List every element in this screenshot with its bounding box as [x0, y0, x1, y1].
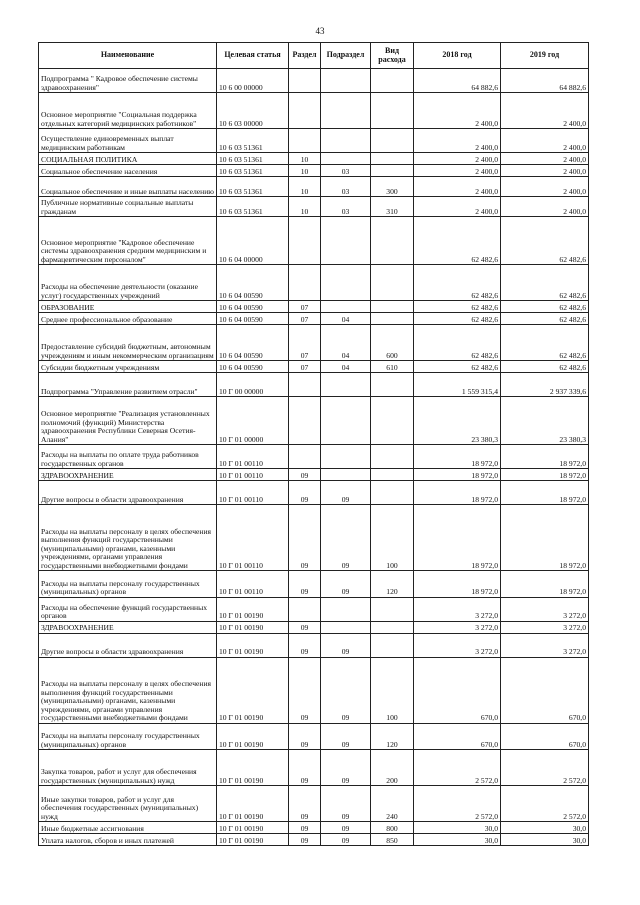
row-2019-cell: 3 272,0 — [501, 621, 589, 633]
table-row — [39, 93, 589, 129]
row-name-cell: ЗДРАВООХРАНЕНИЕ — [39, 469, 217, 481]
header-subsection: Подраздел — [321, 43, 371, 69]
row-section-cell: 07 — [289, 325, 321, 361]
row-subsection-cell — [321, 597, 371, 621]
row-2019-cell: 2 400,0 — [501, 165, 589, 177]
table-row — [39, 177, 589, 197]
row-2018-cell: 62 482,6 — [414, 265, 501, 301]
table-row — [39, 445, 589, 469]
row-2018-cell: 64 882,6 — [414, 69, 501, 93]
row-name-cell: Расходы на обеспечение деятельности (оказание услуг) государственных учреждений — [39, 265, 217, 301]
row-2018-cell: 670,0 — [414, 723, 501, 750]
row-2019-cell: 30,0 — [501, 822, 589, 834]
row-2018-cell: 30,0 — [414, 822, 501, 834]
row-2018-cell: 2 572,0 — [414, 786, 501, 822]
row-2018-cell: 2 400,0 — [414, 165, 501, 177]
row-2018-cell: 18 972,0 — [414, 445, 501, 469]
row-expense-type-cell: 100 — [371, 657, 414, 723]
table-row — [39, 165, 589, 177]
row-2019-cell: 2 400,0 — [501, 177, 589, 197]
row-2019-cell: 2 937 339,6 — [501, 373, 589, 397]
row-name-cell: Основное мероприятие "Социальная поддержка отдельных категорий медицинских работников" — [39, 93, 217, 129]
row-section-cell — [289, 129, 321, 153]
row-subsection-cell — [321, 397, 371, 445]
row-article-cell: 10 6 03 51361 — [217, 129, 289, 153]
row-article-cell: 10 6 04 00590 — [217, 301, 289, 313]
row-2019-cell: 18 972,0 — [501, 445, 589, 469]
row-2019-cell: 18 972,0 — [501, 571, 589, 598]
row-name-cell: Расходы на выплаты персоналу государственных (муниципальных) органов — [39, 571, 217, 598]
row-expense-type-cell: 120 — [371, 723, 414, 750]
row-name-cell: Основное мероприятие "Кадровое обеспечение системы здравоохранения средним медицинским и фармацевтическим персоналом" — [39, 217, 217, 265]
row-2019-cell: 18 972,0 — [501, 505, 589, 571]
row-article-cell: 10 6 04 00590 — [217, 313, 289, 325]
row-article-cell: 10 Г 00 00000 — [217, 373, 289, 397]
row-subsection-cell — [321, 265, 371, 301]
row-2018-cell: 3 272,0 — [414, 633, 501, 657]
row-section-cell — [289, 93, 321, 129]
row-name-cell: Социальное обеспечение и иные выплаты населению — [39, 177, 217, 197]
row-article-cell: 10 6 03 51361 — [217, 177, 289, 197]
table-row — [39, 361, 589, 373]
row-2019-cell: 2 400,0 — [501, 153, 589, 165]
row-name-cell: Другие вопросы в области здравоохранения — [39, 633, 217, 657]
row-2019-cell: 62 482,6 — [501, 217, 589, 265]
row-section-cell: 10 — [289, 153, 321, 165]
row-expense-type-cell — [371, 129, 414, 153]
row-expense-type-cell — [371, 397, 414, 445]
table-row — [39, 397, 589, 445]
row-subsection-cell — [321, 301, 371, 313]
table-row — [39, 469, 589, 481]
row-article-cell: 10 6 04 00590 — [217, 325, 289, 361]
table-row — [39, 723, 589, 750]
row-article-cell: 10 6 00 00000 — [217, 69, 289, 93]
row-expense-type-cell: 120 — [371, 571, 414, 598]
row-section-cell: 09 — [289, 786, 321, 822]
row-subsection-cell: 09 — [321, 786, 371, 822]
row-section-cell: 10 — [289, 197, 321, 217]
row-section-cell — [289, 445, 321, 469]
row-expense-type-cell: 850 — [371, 834, 414, 846]
row-article-cell: 10 Г 01 00190 — [217, 633, 289, 657]
row-2019-cell: 30,0 — [501, 834, 589, 846]
header-2019: 2019 год — [501, 43, 589, 69]
row-subsection-cell — [321, 69, 371, 93]
row-subsection-cell — [321, 445, 371, 469]
row-2018-cell: 23 380,3 — [414, 397, 501, 445]
row-2018-cell: 62 482,6 — [414, 301, 501, 313]
row-section-cell: 07 — [289, 313, 321, 325]
row-subsection-cell: 03 — [321, 197, 371, 217]
row-2019-cell: 2 572,0 — [501, 750, 589, 786]
row-section-cell: 09 — [289, 505, 321, 571]
row-name-cell: Иные закупки товаров, работ и услуг для обеспечения государственных (муниципальных) нужд — [39, 786, 217, 822]
row-2019-cell: 64 882,6 — [501, 69, 589, 93]
row-subsection-cell: 09 — [321, 834, 371, 846]
row-subsection-cell — [321, 373, 371, 397]
row-2019-cell: 18 972,0 — [501, 481, 589, 505]
row-section-cell — [289, 597, 321, 621]
row-2019-cell: 2 400,0 — [501, 197, 589, 217]
row-expense-type-cell: 800 — [371, 822, 414, 834]
row-2018-cell: 62 482,6 — [414, 217, 501, 265]
row-article-cell: 10 Г 01 00110 — [217, 571, 289, 598]
row-2018-cell: 2 400,0 — [414, 129, 501, 153]
table-row — [39, 153, 589, 165]
row-2018-cell: 18 972,0 — [414, 505, 501, 571]
header-section: Раздел — [289, 43, 321, 69]
header-row — [39, 43, 589, 69]
row-name-cell: Расходы на выплаты по оплате труда работников государственных органов — [39, 445, 217, 469]
row-expense-type-cell: 300 — [371, 177, 414, 197]
row-article-cell: 10 Г 01 00110 — [217, 445, 289, 469]
row-section-cell: 09 — [289, 469, 321, 481]
row-expense-type-cell — [371, 313, 414, 325]
row-expense-type-cell — [371, 481, 414, 505]
row-name-cell: Субсидии бюджетным учреждениям — [39, 361, 217, 373]
table-row — [39, 505, 589, 571]
row-expense-type-cell — [371, 301, 414, 313]
row-subsection-cell: 04 — [321, 325, 371, 361]
table-row — [39, 657, 589, 723]
row-article-cell: 10 Г 01 00190 — [217, 750, 289, 786]
row-2018-cell: 30,0 — [414, 834, 501, 846]
row-subsection-cell — [321, 621, 371, 633]
row-section-cell: 09 — [289, 834, 321, 846]
row-2018-cell: 1 559 315,4 — [414, 373, 501, 397]
row-name-cell: ЗДРАВООХРАНЕНИЕ — [39, 621, 217, 633]
row-article-cell: 10 Г 01 00190 — [217, 822, 289, 834]
table-row — [39, 633, 589, 657]
row-name-cell: Закупка товаров, работ и услуг для обеспечения государственных (муниципальных) нужд — [39, 750, 217, 786]
row-expense-type-cell — [371, 469, 414, 481]
table-row — [39, 373, 589, 397]
row-expense-type-cell — [371, 621, 414, 633]
row-subsection-cell — [321, 129, 371, 153]
row-expense-type-cell: 610 — [371, 361, 414, 373]
row-2018-cell: 2 400,0 — [414, 177, 501, 197]
table-row — [39, 301, 589, 313]
row-2018-cell: 2 572,0 — [414, 750, 501, 786]
row-section-cell — [289, 373, 321, 397]
row-expense-type-cell — [371, 265, 414, 301]
row-name-cell: Уплата налогов, сборов и иных платежей — [39, 834, 217, 846]
table-row — [39, 129, 589, 153]
row-expense-type-cell — [371, 153, 414, 165]
row-2018-cell: 18 972,0 — [414, 481, 501, 505]
row-name-cell: Расходы на выплаты персоналу в целях обеспечения выполнения функций государственными (муниципальными) органами, казенными учреждениями, органами управления государственными внебюджетными фондами — [39, 657, 217, 723]
row-expense-type-cell — [371, 633, 414, 657]
row-article-cell: 10 Г 01 00190 — [217, 621, 289, 633]
row-name-cell: Социальное обеспечение населения — [39, 165, 217, 177]
row-2019-cell: 3 272,0 — [501, 633, 589, 657]
table-row — [39, 834, 589, 846]
row-article-cell: 10 6 03 00000 — [217, 93, 289, 129]
row-2019-cell: 2 400,0 — [501, 93, 589, 129]
table-row — [39, 325, 589, 361]
row-subsection-cell — [321, 153, 371, 165]
row-expense-type-cell — [371, 445, 414, 469]
row-section-cell: 09 — [289, 481, 321, 505]
row-section-cell: 09 — [289, 621, 321, 633]
row-name-cell: СОЦИАЛЬНАЯ ПОЛИТИКА — [39, 153, 217, 165]
row-2018-cell: 3 272,0 — [414, 621, 501, 633]
table-row — [39, 750, 589, 786]
table-row — [39, 621, 589, 633]
row-section-cell — [289, 265, 321, 301]
row-expense-type-cell: 310 — [371, 197, 414, 217]
table-row — [39, 571, 589, 598]
row-section-cell: 07 — [289, 301, 321, 313]
row-subsection-cell: 09 — [321, 723, 371, 750]
row-section-cell: 10 — [289, 165, 321, 177]
row-section-cell: 09 — [289, 723, 321, 750]
row-subsection-cell: 09 — [321, 657, 371, 723]
row-2018-cell: 62 482,6 — [414, 325, 501, 361]
row-expense-type-cell — [371, 165, 414, 177]
budget-table — [38, 42, 589, 846]
row-2018-cell: 62 482,6 — [414, 313, 501, 325]
row-name-cell: Среднее профессиональное образование — [39, 313, 217, 325]
row-expense-type-cell — [371, 217, 414, 265]
row-name-cell: Предоставление субсидий бюджетным, автономным учреждениям и иным некоммерческим организациям — [39, 325, 217, 361]
row-subsection-cell: 09 — [321, 481, 371, 505]
row-2019-cell: 3 272,0 — [501, 597, 589, 621]
table-row — [39, 822, 589, 834]
row-subsection-cell: 03 — [321, 165, 371, 177]
row-2019-cell: 62 482,6 — [501, 265, 589, 301]
row-2019-cell: 62 482,6 — [501, 313, 589, 325]
row-section-cell — [289, 217, 321, 265]
table-row — [39, 265, 589, 301]
row-expense-type-cell: 600 — [371, 325, 414, 361]
row-2018-cell: 2 400,0 — [414, 197, 501, 217]
row-article-cell: 10 Г 01 00110 — [217, 469, 289, 481]
row-name-cell: Публичные нормативные социальные выплаты гражданам — [39, 197, 217, 217]
row-article-cell: 10 Г 01 00190 — [217, 723, 289, 750]
row-2019-cell: 670,0 — [501, 657, 589, 723]
row-expense-type-cell: 240 — [371, 786, 414, 822]
row-subsection-cell — [321, 217, 371, 265]
row-2018-cell: 2 400,0 — [414, 93, 501, 129]
row-subsection-cell — [321, 93, 371, 129]
row-2018-cell: 62 482,6 — [414, 361, 501, 373]
row-name-cell: Другие вопросы в области здравоохранения — [39, 481, 217, 505]
row-name-cell: Осуществление единовременных выплат медицинским работникам — [39, 129, 217, 153]
row-2019-cell: 18 972,0 — [501, 469, 589, 481]
row-name-cell: ОБРАЗОВАНИЕ — [39, 301, 217, 313]
row-section-cell: 07 — [289, 361, 321, 373]
row-article-cell: 10 6 03 51361 — [217, 153, 289, 165]
header-article: Целевая статья — [217, 43, 289, 69]
row-2018-cell: 3 272,0 — [414, 597, 501, 621]
row-expense-type-cell: 200 — [371, 750, 414, 786]
row-article-cell: 10 6 04 00590 — [217, 265, 289, 301]
row-subsection-cell: 09 — [321, 633, 371, 657]
row-expense-type-cell: 100 — [371, 505, 414, 571]
header-2018: 2018 год — [414, 43, 501, 69]
row-article-cell: 10 Г 01 00110 — [217, 505, 289, 571]
row-2019-cell: 670,0 — [501, 723, 589, 750]
row-article-cell: 10 Г 01 00190 — [217, 657, 289, 723]
row-article-cell: 10 Г 01 00190 — [217, 834, 289, 846]
row-section-cell: 09 — [289, 750, 321, 786]
row-2019-cell: 2 400,0 — [501, 129, 589, 153]
row-2018-cell: 670,0 — [414, 657, 501, 723]
row-2018-cell: 2 400,0 — [414, 153, 501, 165]
row-name-cell: Подпрограмма " Кадровое обеспечение системы здравоохранения" — [39, 69, 217, 93]
row-2018-cell: 18 972,0 — [414, 469, 501, 481]
row-2019-cell: 62 482,6 — [501, 361, 589, 373]
row-article-cell: 10 6 04 00590 — [217, 361, 289, 373]
row-section-cell: 10 — [289, 177, 321, 197]
row-section-cell: 09 — [289, 633, 321, 657]
row-section-cell — [289, 397, 321, 445]
table-row — [39, 313, 589, 325]
row-article-cell: 10 Г 01 00000 — [217, 397, 289, 445]
row-subsection-cell: 04 — [321, 361, 371, 373]
table-row — [39, 197, 589, 217]
row-name-cell: Расходы на выплаты персоналу государственных (муниципальных) органов — [39, 723, 217, 750]
row-expense-type-cell — [371, 373, 414, 397]
row-article-cell: 10 6 03 51361 — [217, 165, 289, 177]
row-2019-cell: 23 380,3 — [501, 397, 589, 445]
row-article-cell: 10 Г 01 00190 — [217, 597, 289, 621]
row-2019-cell: 2 572,0 — [501, 786, 589, 822]
row-name-cell: Расходы на выплаты персоналу в целях обеспечения выполнения функций государственными (муниципальными) органами, казенными учреждениями, органами управления государственными внебюджетными фондами — [39, 505, 217, 571]
row-name-cell: Подпрограмма "Управление развитием отрасли" — [39, 373, 217, 397]
table-row — [39, 217, 589, 265]
header-name: Наименование — [39, 43, 217, 69]
table-row — [39, 597, 589, 621]
row-2019-cell: 62 482,6 — [501, 325, 589, 361]
table-row — [39, 69, 589, 93]
row-subsection-cell: 03 — [321, 177, 371, 197]
row-section-cell: 09 — [289, 822, 321, 834]
header-expense-type: Вид расхода — [371, 43, 414, 69]
row-name-cell: Иные бюджетные ассигнования — [39, 822, 217, 834]
row-article-cell: 10 Г 01 00110 — [217, 481, 289, 505]
row-subsection-cell: 09 — [321, 505, 371, 571]
row-article-cell: 10 6 03 51361 — [217, 197, 289, 217]
row-article-cell: 10 6 04 00000 — [217, 217, 289, 265]
page-number: 43 — [315, 26, 325, 36]
row-section-cell — [289, 69, 321, 93]
row-2018-cell: 18 972,0 — [414, 571, 501, 598]
row-subsection-cell: 09 — [321, 750, 371, 786]
row-subsection-cell: 09 — [321, 822, 371, 834]
row-section-cell: 09 — [289, 657, 321, 723]
row-article-cell: 10 Г 01 00190 — [217, 786, 289, 822]
row-subsection-cell: 04 — [321, 313, 371, 325]
table-row — [39, 481, 589, 505]
row-expense-type-cell — [371, 597, 414, 621]
row-name-cell: Основное мероприятие "Реализация установленных полномочий (функций) Министерства здравоохранения Республики Северная Осетия-Алания" — [39, 397, 217, 445]
row-2019-cell: 62 482,6 — [501, 301, 589, 313]
row-name-cell: Расходы на обеспечение функций государственных органов — [39, 597, 217, 621]
row-expense-type-cell — [371, 93, 414, 129]
table-row — [39, 786, 589, 822]
row-expense-type-cell — [371, 69, 414, 93]
row-section-cell: 09 — [289, 571, 321, 598]
row-subsection-cell — [321, 469, 371, 481]
row-subsection-cell: 09 — [321, 571, 371, 598]
